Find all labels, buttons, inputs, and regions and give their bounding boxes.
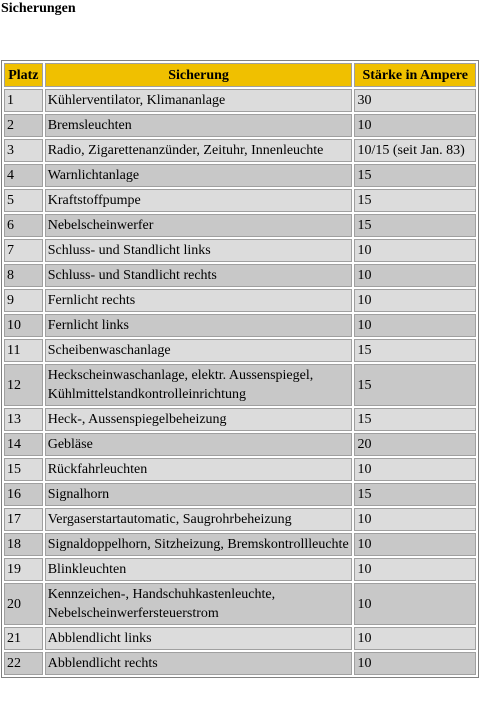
- cell-sicherung: Signalhorn: [45, 483, 353, 506]
- cell-platz: 13: [4, 408, 43, 431]
- cell-staerke: 10: [354, 627, 476, 650]
- cell-platz: 5: [4, 189, 43, 212]
- cell-platz: 2: [4, 114, 43, 137]
- cell-platz: 6: [4, 214, 43, 237]
- cell-sicherung: Vergaserstartautomatic, Saugrohrbeheizung: [45, 508, 353, 531]
- table-row: [4, 627, 476, 650]
- cell-platz: 10: [4, 314, 43, 337]
- cell-platz: 19: [4, 558, 43, 581]
- cell-sicherung: Fernlicht rechts: [45, 289, 353, 312]
- table-row: [4, 483, 476, 506]
- table-row: [4, 433, 476, 456]
- cell-platz: 1: [4, 89, 43, 112]
- cell-sicherung: Kühlerventilator, Klimananlage: [45, 89, 353, 112]
- cell-sicherung: Warnlichtanlage: [45, 164, 353, 187]
- cell-platz: 14: [4, 433, 43, 456]
- cell-staerke: 10: [354, 652, 476, 675]
- cell-platz: 16: [4, 483, 43, 506]
- cell-platz: 4: [4, 164, 43, 187]
- table-row: [4, 139, 476, 162]
- table-row: [4, 164, 476, 187]
- cell-sicherung: Rückfahrleuchten: [45, 458, 353, 481]
- cell-staerke: 15: [354, 408, 476, 431]
- table-row: [4, 583, 476, 625]
- header-staerke: Stärke in Ampere: [354, 63, 476, 87]
- table-row: [4, 458, 476, 481]
- table-row: [4, 214, 476, 237]
- table-row: [4, 189, 476, 212]
- cell-platz: 8: [4, 264, 43, 287]
- cell-platz: 11: [4, 339, 43, 362]
- cell-staerke: 15: [354, 339, 476, 362]
- cell-staerke: 15: [354, 214, 476, 237]
- cell-platz: 17: [4, 508, 43, 531]
- cell-platz: 9: [4, 289, 43, 312]
- cell-staerke: 10: [354, 458, 476, 481]
- cell-sicherung: Blinkleuchten: [45, 558, 353, 581]
- cell-staerke: 30: [354, 89, 476, 112]
- header-sicherung: Sicherung: [45, 63, 353, 87]
- cell-sicherung: Bremsleuchten: [45, 114, 353, 137]
- table-row: [4, 364, 476, 406]
- cell-sicherung: Abblendlicht links: [45, 627, 353, 650]
- cell-sicherung: Heckscheinwaschanlage, elektr. Aussenspiegel, Kühlmittelstandkontrolleinrichtung: [45, 364, 353, 406]
- cell-sicherung: Radio, Zigarettenanzünder, Zeituhr, Innenleuchte: [45, 139, 353, 162]
- fuse-table: [1, 60, 479, 678]
- cell-staerke: 10: [354, 508, 476, 531]
- cell-staerke: 10: [354, 558, 476, 581]
- cell-sicherung: Nebelscheinwerfer: [45, 214, 353, 237]
- cell-sicherung: Signaldoppelhorn, Sitzheizung, Bremskontrollleuchte: [45, 533, 353, 556]
- fuse-table-body: [4, 89, 476, 675]
- table-row: [4, 239, 476, 262]
- cell-sicherung: Kennzeichen-, Handschuhkastenleuchte, Nebelscheinwerfersteuerstrom: [45, 583, 353, 625]
- cell-staerke: 10: [354, 239, 476, 262]
- cell-staerke: 10: [354, 533, 476, 556]
- cell-platz: 18: [4, 533, 43, 556]
- table-row: [4, 652, 476, 675]
- table-row: [4, 114, 476, 137]
- cell-staerke: 15: [354, 189, 476, 212]
- cell-staerke: 15: [354, 483, 476, 506]
- cell-platz: 3: [4, 139, 43, 162]
- cell-platz: 15: [4, 458, 43, 481]
- cell-sicherung: Schluss- und Standlicht links: [45, 239, 353, 262]
- fuse-table-header: [4, 63, 476, 87]
- page-title: Sicherungen: [1, 1, 76, 16]
- cell-staerke: 20: [354, 433, 476, 456]
- table-row: [4, 533, 476, 556]
- table-row: [4, 89, 476, 112]
- cell-sicherung: Abblendlicht rechts: [45, 652, 353, 675]
- cell-staerke: 10: [354, 583, 476, 625]
- cell-staerke: 15: [354, 364, 476, 406]
- cell-sicherung: Kraftstoffpumpe: [45, 189, 353, 212]
- table-row: [4, 289, 476, 312]
- cell-staerke: 10: [354, 314, 476, 337]
- cell-platz: 20: [4, 583, 43, 625]
- cell-staerke: 10: [354, 289, 476, 312]
- table-row: [4, 508, 476, 531]
- cell-platz: 7: [4, 239, 43, 262]
- header-platz: Platz: [4, 63, 43, 87]
- cell-sicherung: Schluss- und Standlicht rechts: [45, 264, 353, 287]
- cell-staerke: 15: [354, 164, 476, 187]
- cell-sicherung: Fernlicht links: [45, 314, 353, 337]
- cell-staerke: 10: [354, 264, 476, 287]
- table-row: [4, 339, 476, 362]
- table-row: [4, 408, 476, 431]
- header-row: [4, 63, 476, 87]
- cell-platz: 12: [4, 364, 43, 406]
- cell-sicherung: Scheibenwaschanlage: [45, 339, 353, 362]
- cell-sicherung: Heck-, Aussenspiegelbeheizung: [45, 408, 353, 431]
- cell-platz: 22: [4, 652, 43, 675]
- cell-staerke: 10: [354, 114, 476, 137]
- table-row: [4, 314, 476, 337]
- cell-sicherung: Gebläse: [45, 433, 353, 456]
- table-row: [4, 558, 476, 581]
- cell-staerke: 10/15 (seit Jan. 83): [354, 139, 476, 162]
- cell-platz: 21: [4, 627, 43, 650]
- table-row: [4, 264, 476, 287]
